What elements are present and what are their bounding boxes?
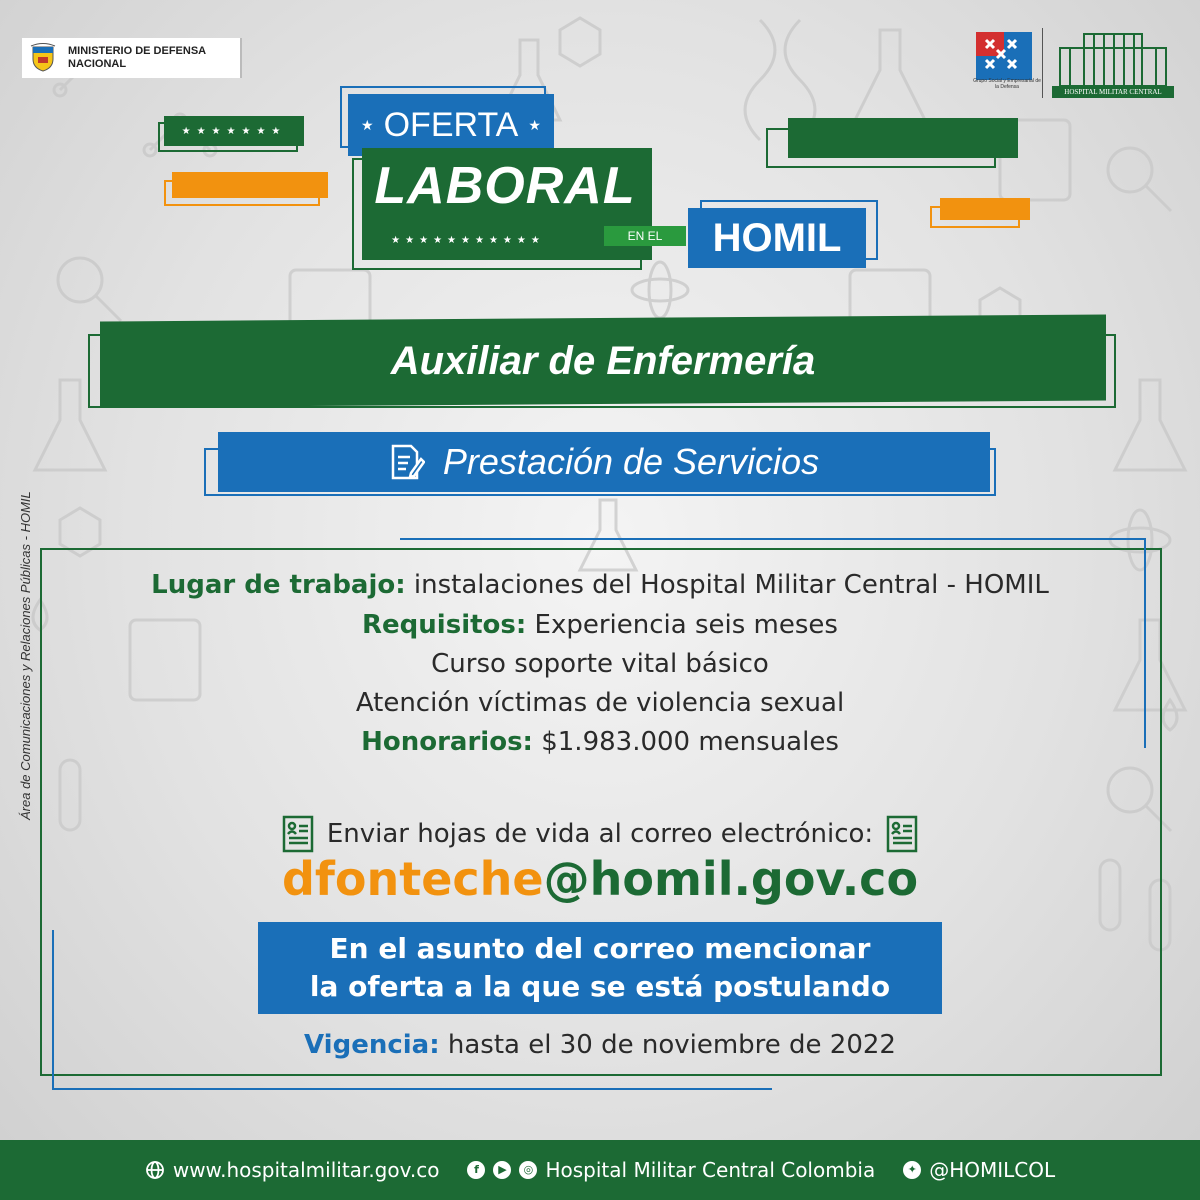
header-left-stars [164, 116, 304, 146]
workplace-line [60, 570, 1140, 600]
star-glyph: ★ [196, 125, 212, 137]
fees-value: $1.983.000 mensuales [532, 727, 839, 757]
contract-type [218, 432, 990, 492]
validity-label: Vigencia: [304, 1030, 440, 1060]
grupo-social-label: Grupo Social y Empresarial de la Defensa [973, 78, 1041, 90]
star-glyph: ★ [241, 125, 257, 137]
globe-icon [145, 1160, 165, 1180]
fees-label: Honorarios: [361, 727, 533, 757]
social-name-label: Hospital Militar Central Colombia [545, 1158, 876, 1182]
job-title: Auxiliar de Enfermería [390, 339, 816, 383]
website-label: www.hospitalmilitar.gov.co [172, 1158, 440, 1182]
ministry-badge [22, 38, 242, 78]
side-credit: Área de Comunicaciones y Relaciones Públicas - HOMIL [18, 491, 33, 820]
email-user: dfonteche [281, 852, 544, 906]
header-right-green-outline [766, 128, 996, 168]
facebook-icon: f [467, 1161, 485, 1179]
footer-website[interactable] [145, 1158, 440, 1182]
laboral-label: LABORAL [374, 157, 636, 215]
star-glyph: ★ [461, 234, 475, 246]
star-glyph: ★ [226, 125, 242, 137]
star-glyph: ★ [528, 116, 541, 133]
document-edit-icon [389, 443, 425, 481]
hospital-logo-label: HOSPITAL MILITAR CENTRAL [1052, 86, 1174, 98]
footer-twitter[interactable] [903, 1158, 1055, 1182]
content-frame-blue-top [400, 538, 1144, 540]
validity-line [60, 1030, 1140, 1060]
homil-label: HOMIL [688, 208, 866, 268]
twitter-icon: ✦ [903, 1161, 921, 1179]
contact-email[interactable] [200, 852, 1000, 906]
header-right-orange-outline [930, 206, 1020, 228]
logo-divider [1042, 28, 1043, 98]
star-glyph: ★ [433, 234, 448, 246]
email-domain: @homil.gov.co [543, 852, 919, 906]
footer [0, 1140, 1200, 1200]
star-glyph: ★ [530, 234, 545, 246]
requirements-line [60, 610, 1140, 640]
requirement-item: Curso soporte vital básico [431, 649, 769, 679]
star-glyph: ★ [256, 125, 272, 137]
star-glyph: ★ [502, 234, 517, 246]
validity-value: hasta el 30 de noviembre de 2022 [439, 1030, 896, 1060]
requirement-item: Experiencia seis meses [534, 610, 838, 640]
twitter-handle: @HOMILCOL [929, 1158, 1056, 1182]
contract-type-label: Prestación de Servicios [442, 441, 820, 482]
instagram-icon: ◎ [519, 1161, 537, 1179]
star-glyph: ★ [419, 234, 434, 246]
star-glyph: ★ [447, 234, 462, 246]
oferta-label: OFERTA [383, 105, 519, 144]
oferta-label-box [348, 94, 554, 156]
subject-note: En el asunto del correo mencionar la oferta a la que se está postulando [258, 922, 942, 1014]
resume-document-icon [281, 814, 315, 854]
star-glyph: ★ [181, 125, 197, 137]
fees-line [60, 727, 1140, 757]
workplace-label: Lugar de trabajo: [151, 570, 406, 600]
coat-of-arms-icon [30, 43, 56, 73]
star-glyph: ★ [516, 234, 531, 246]
star-glyph: ★ [474, 234, 489, 246]
email-instruction-text: Enviar hojas de vida al correo electrónico: [326, 819, 874, 849]
star-glyph: ★ [405, 234, 420, 246]
content-frame-blue-left [52, 930, 54, 1090]
star-glyph: ★ [391, 234, 406, 246]
content-frame-blue-bottom [52, 1088, 772, 1090]
requirement-item: Atención víctimas de violencia sexual [355, 688, 845, 718]
laboral-stars [378, 230, 558, 250]
en-el-label: EN EL [604, 226, 686, 246]
ministry-label: MINISTERIO DE DEFENSA NACIONAL [68, 45, 207, 70]
requirements-label: Requisitos: [362, 610, 527, 640]
star-glyph: ★ [488, 234, 503, 246]
email-instruction [280, 812, 920, 856]
content-frame-blue-right [1144, 538, 1146, 748]
star-glyph: ★ [361, 116, 374, 133]
star-glyph: ★ [271, 125, 287, 137]
workplace-value: instalaciones del Hospital Militar Central - HOMIL [405, 570, 1049, 600]
resume-document-icon [885, 814, 919, 854]
header-left-orange-outline [164, 180, 320, 206]
star-glyph: ★ [211, 125, 227, 137]
footer-social[interactable] [467, 1158, 875, 1182]
youtube-icon: ▶ [493, 1161, 511, 1179]
